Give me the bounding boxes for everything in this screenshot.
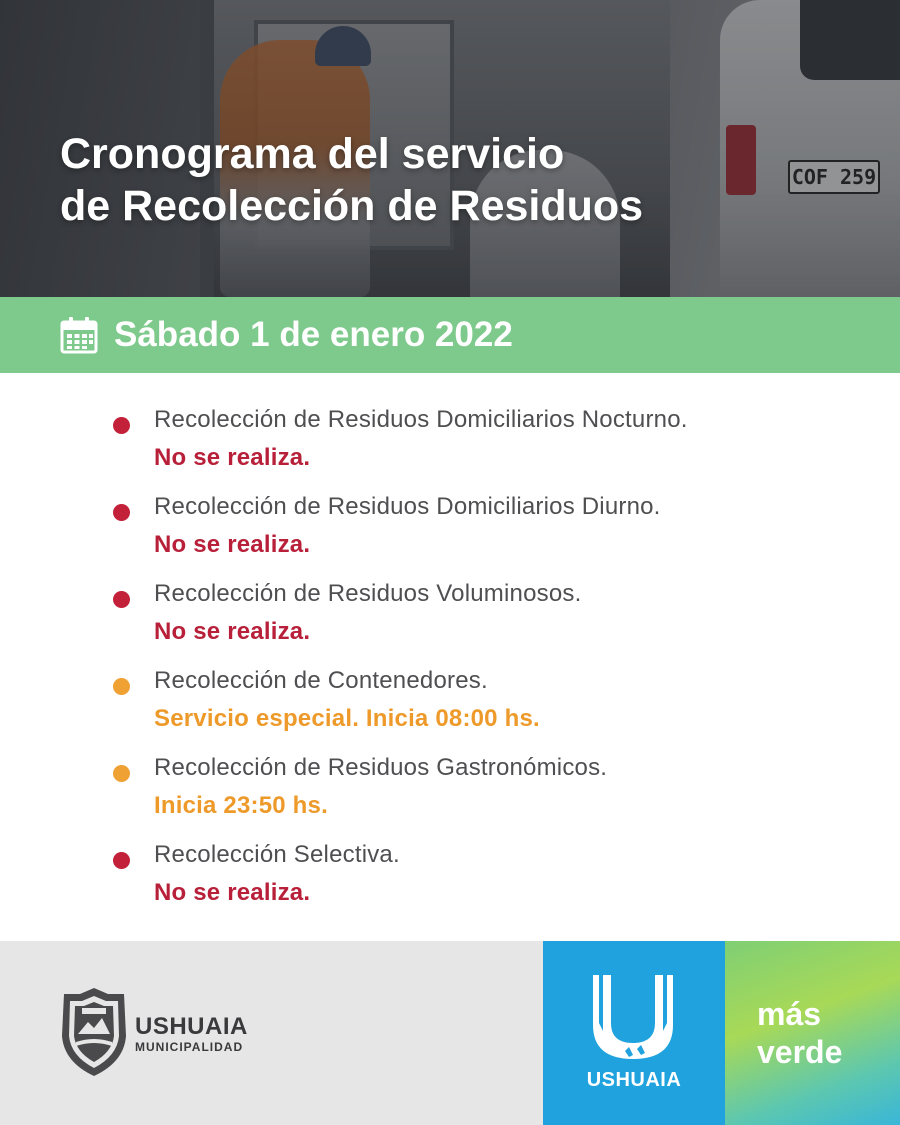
calendar-icon (60, 316, 98, 354)
page-title (60, 128, 643, 232)
ushuaia-u-logo-icon (589, 971, 677, 1061)
footer (0, 941, 900, 1125)
service-name: Recolección de Residuos Domiciliarios Nocturno. (154, 406, 688, 433)
status-dot-icon (113, 852, 130, 869)
service-name: Recolección Selectiva. (154, 841, 400, 868)
status-dot-icon (113, 678, 130, 695)
status-dot-icon (113, 765, 130, 782)
date-bar (0, 297, 900, 373)
status-dot-icon (113, 417, 130, 434)
title-line-1: Cronograma del servicio (60, 130, 565, 178)
municipality-shield-icon (58, 986, 130, 1078)
service-status: No se realiza. (154, 531, 311, 558)
license-plate: COF 259 (788, 160, 880, 194)
service-status: No se realiza. (154, 444, 311, 471)
title-line-2: de Recolección de Residuos (60, 182, 644, 230)
service-status: Inicia 23:50 hs. (154, 792, 328, 819)
ushuaia-brand-block (543, 941, 725, 1125)
municipality-name: USHUAIA (135, 1013, 248, 1040)
service-name: Recolección de Contenedores. (154, 667, 488, 694)
schedule-date: Sábado 1 de enero 2022 (114, 315, 513, 354)
slogan-line-1: más (757, 996, 822, 1032)
municipality-block (0, 941, 543, 1125)
status-dot-icon (113, 504, 130, 521)
service-name: Recolección de Residuos Domiciliarios Diurno. (154, 493, 661, 520)
brand-text: USHUAIA (586, 1069, 682, 1091)
header-photo (0, 0, 900, 297)
slogan-block (725, 941, 900, 1125)
service-name: Recolección de Residuos Voluminosos. (154, 580, 582, 607)
status-dot-icon (113, 591, 130, 608)
slogan-line-2: verde (757, 1034, 843, 1070)
service-name: Recolección de Residuos Gastronómicos. (154, 754, 608, 781)
slogan (757, 995, 842, 1071)
schedule-list (0, 373, 900, 941)
service-status: No se realiza. (154, 618, 311, 645)
service-status: Servicio especial. Inicia 08:00 hs. (154, 705, 540, 732)
service-status: No se realiza. (154, 879, 311, 906)
municipality-subtitle: MUNICIPALIDAD (135, 1040, 244, 1054)
